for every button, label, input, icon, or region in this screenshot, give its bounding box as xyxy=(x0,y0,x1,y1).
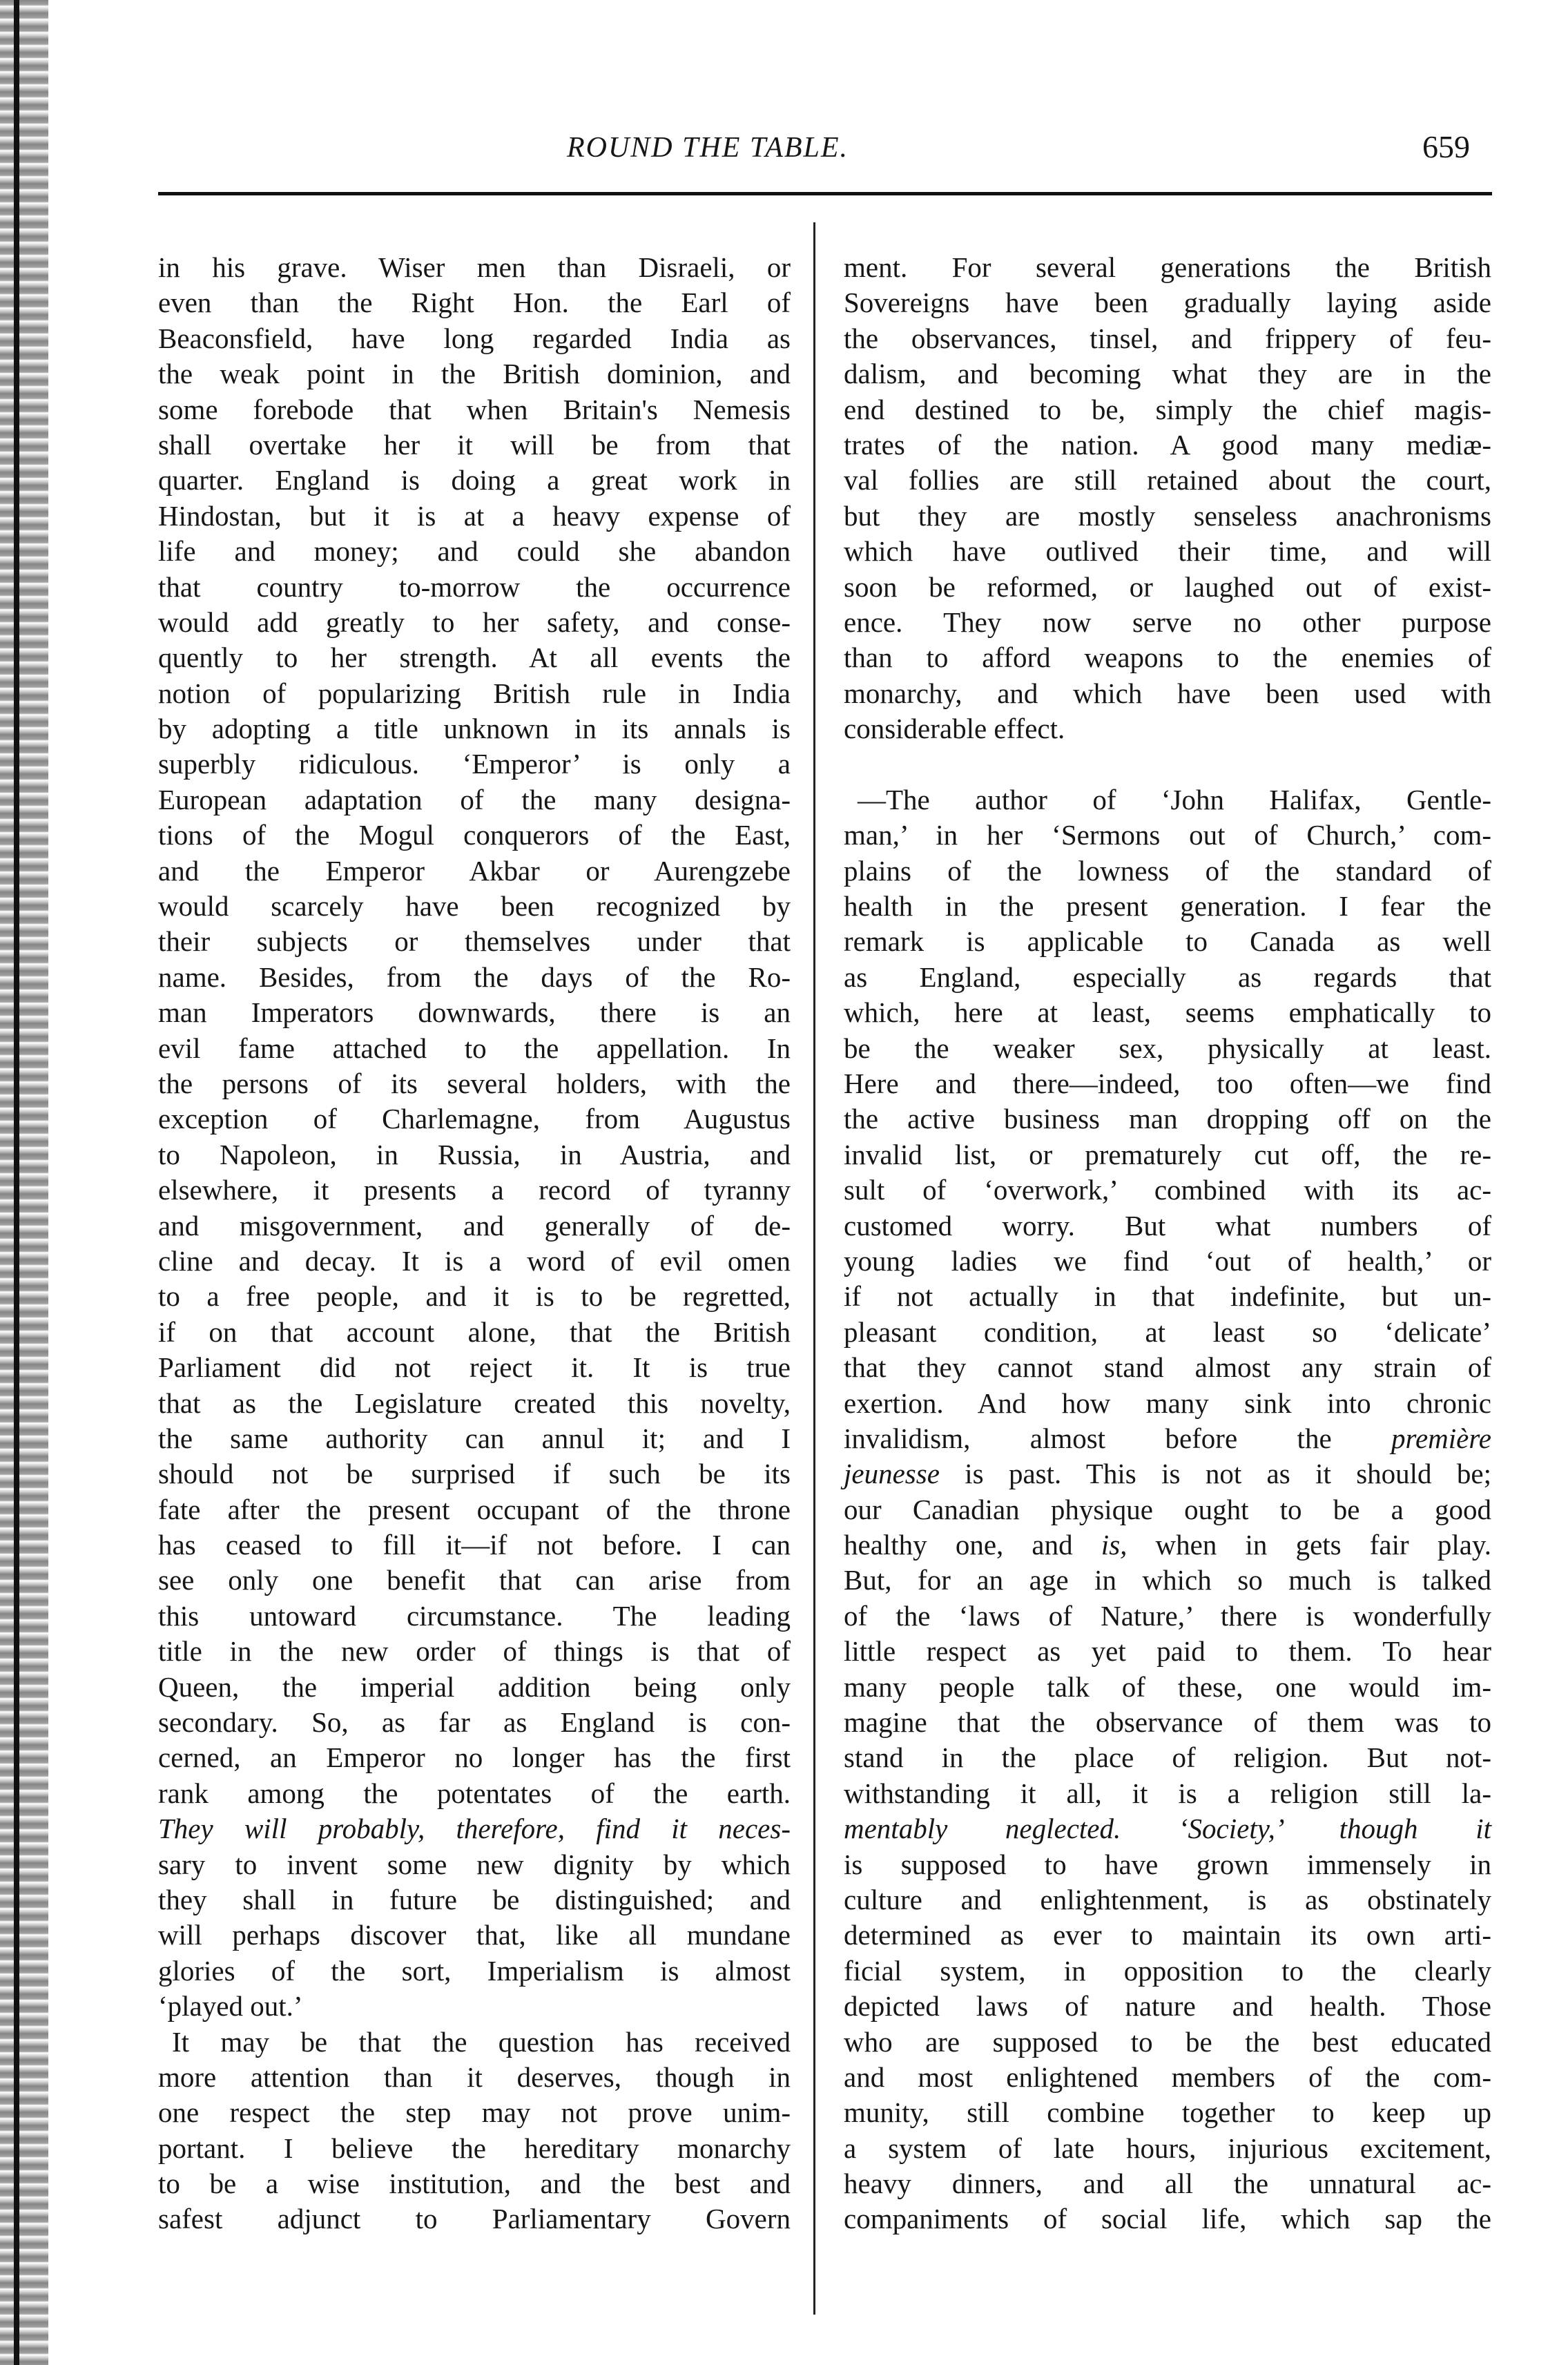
text-line: tions of the Mogul conquerors of the East, xyxy=(158,819,791,851)
text-line: that they cannot stand almost any strain of xyxy=(844,1351,1491,1384)
text-line: portant. I believe the hereditary monarchy xyxy=(158,2132,791,2164)
text-line: and most enlightened members of the com- xyxy=(844,2060,1491,2093)
text-line: if not actually in that indefinite, but un- xyxy=(844,1280,1491,1313)
text-line: health in the present generation. I fear the xyxy=(844,890,1491,923)
text-line: even than the Right Hon. the Earl of xyxy=(158,287,791,319)
text-line: to Napoleon, in Russia, in Austria, and xyxy=(158,1138,791,1170)
text-line xyxy=(844,1811,1491,1846)
text-line: is supposed to have grown immensely in xyxy=(844,1848,1491,1880)
text-line: superbly ridiculous. ‘Emperor’ is only a xyxy=(158,748,791,780)
text-line: who are supposed to be the best educated xyxy=(844,2025,1491,2058)
text-line xyxy=(844,711,1491,746)
text-line: of the ‘laws of Nature,’ there is wonderfully xyxy=(844,1599,1491,1632)
text-line: European adaptation of the many designa- xyxy=(158,783,791,815)
text-line: title in the new order of things is that of xyxy=(158,1635,791,1668)
text-line: soon be reformed, or laughed out of exist- xyxy=(844,570,1491,603)
text-line: cerned, an Emperor no longer has the first xyxy=(158,1741,791,1774)
text-line: determined as ever to maintain its own arti- xyxy=(844,1919,1491,1951)
text-span: is past. This is not as it should be; xyxy=(939,1458,1491,1490)
text-line: will perhaps discover that, like all mundane xyxy=(158,1919,791,1951)
text-line: which, here at least, seems emphatically to xyxy=(844,996,1491,1029)
text-line: invalid list, or prematurely cut off, the re- xyxy=(844,1138,1491,1170)
text-line: more attention than it deserves, though in xyxy=(158,2060,791,2093)
text-line: Here and there—indeed, too often—we find xyxy=(844,1067,1491,1099)
text-line: name. Besides, from the days of the Ro- xyxy=(158,961,791,993)
text-line: if on that account alone, that the British xyxy=(158,1315,791,1348)
page-binding-edge xyxy=(0,0,48,2365)
text-line: by adopting a title unknown in its annals is xyxy=(158,713,791,745)
text-line: should not be surprised if such be its xyxy=(158,1458,791,1490)
text-line xyxy=(844,1527,1491,1563)
text-line: sult of ‘overwork,’ combined with its ac- xyxy=(844,1174,1491,1206)
page-number: 659 xyxy=(1422,129,1470,164)
text-line xyxy=(844,782,1491,818)
italic-text: première xyxy=(1391,1422,1491,1454)
text-line: be the weaker sex, physically at least. xyxy=(844,1032,1491,1064)
text-line: depicted laws of nature and health. Those xyxy=(844,1990,1491,2023)
text-span: considerable effect. xyxy=(844,713,1065,745)
text-line: trates of the nation. A good many mediæ- xyxy=(844,428,1491,461)
text-line: Queen, the imperial addition being only xyxy=(158,1670,791,1703)
italic-text: They will probably, therefore, find it neces- xyxy=(158,1813,791,1845)
text-line: see only one benefit that can arise from xyxy=(158,1564,791,1596)
text-line: stand in the place of religion. But not- xyxy=(844,1741,1491,1774)
text-line xyxy=(158,1811,791,1846)
text-line: to be a wise institution, and the best and xyxy=(158,2168,791,2200)
text-line: as England, especially as regards that xyxy=(844,961,1491,993)
page-binding-shadow xyxy=(14,0,19,2365)
text-line: elsewhere, it presents a record of tyranny xyxy=(158,1174,791,1206)
text-line: to a free people, and it is to be regretted, xyxy=(158,1280,791,1313)
text-line: than to afford weapons to the enemies of xyxy=(844,641,1491,674)
text-line: heavy dinners, and all the unnatural ac- xyxy=(844,2168,1491,2200)
text-line: ficial system, in opposition to the clearly xyxy=(844,1954,1491,1987)
paragraph-gap xyxy=(844,746,1491,782)
text-line: which have outlived their time, and will xyxy=(844,535,1491,568)
text-line: a system of late hours, injurious excitement, xyxy=(844,2132,1491,2164)
italic-text: is, xyxy=(1101,1529,1127,1561)
text-line: Hindostan, but it is at a heavy expense of xyxy=(158,499,791,532)
text-line: val follies are still retained about the court, xyxy=(844,464,1491,496)
text-line: ence. They now serve no other purpose xyxy=(844,606,1491,638)
text-line: would scarcely have been recognized by xyxy=(158,890,791,923)
text-span: —The author of ‘John Halifax, Gentle- xyxy=(858,783,1491,815)
text-line: some forebode that when Britain's Nemesis xyxy=(158,393,791,425)
text-line: remark is applicable to Canada as well xyxy=(844,925,1491,958)
text-line: would add greatly to her safety, and conse- xyxy=(158,606,791,638)
text-line xyxy=(844,1456,1491,1492)
right-column xyxy=(844,250,1491,2237)
running-title: ROUND THE TABLE. xyxy=(566,132,849,164)
text-line: many people talk of these, one would im- xyxy=(844,1670,1491,1703)
text-line: companiments of social life, which sap the xyxy=(844,2203,1491,2235)
text-line: exertion. And how many sink into chronic xyxy=(844,1387,1491,1419)
text-line: man Imperators downwards, there is an xyxy=(158,996,791,1029)
text-line: has ceased to fill it—if not before. I can xyxy=(158,1529,791,1561)
text-line: little respect as yet paid to them. To hear xyxy=(844,1635,1491,1668)
text-line: plains of the lowness of the standard of xyxy=(844,854,1491,887)
italic-text: mentably neglected. ‘Society,’ though it xyxy=(844,1813,1491,1845)
text-line: shall overtake her it will be from that xyxy=(158,428,791,461)
text-line: one respect the step may not prove unim- xyxy=(158,2096,791,2129)
text-line: cline and decay. It is a word of evil omen xyxy=(158,1244,791,1277)
text-span: healthy one, and xyxy=(844,1529,1101,1561)
text-line xyxy=(844,1421,1491,1456)
text-line: ment. For several generations the British xyxy=(844,251,1491,283)
text-line: notion of popularizing British rule in India xyxy=(158,677,791,709)
text-line: evil fame attached to the appellation. In xyxy=(158,1032,791,1064)
text-line: the weak point in the British dominion, and xyxy=(158,358,791,390)
text-line: exception of Charlemagne, from Augustus xyxy=(158,1103,791,1135)
header-rule xyxy=(158,192,1492,195)
text-line: monarchy, and which have been used with xyxy=(844,677,1491,709)
text-line: safest adjunct to Parliamentary Govern xyxy=(158,2203,791,2235)
left-column xyxy=(158,250,791,2237)
text-line: pleasant condition, at least so ‘delicate’ xyxy=(844,1315,1491,1348)
text-line: culture and enlightenment, is as obstinately xyxy=(844,1883,1491,1915)
text-line: sary to invent some new dignity by which xyxy=(158,1848,791,1880)
text-line: munity, still combine together to keep up xyxy=(844,2096,1491,2129)
text-line: young ladies we find ‘out of health,’ or xyxy=(844,1244,1491,1277)
text-line: the observances, tinsel, and frippery of feu- xyxy=(844,322,1491,354)
text-line: in his grave. Wiser men than Disraeli, or xyxy=(158,251,791,283)
text-line: secondary. So, as far as England is con- xyxy=(158,1706,791,1739)
text-line: magine that the observance of them was to xyxy=(844,1706,1491,1739)
text-line: end destined to be, simply the chief magis- xyxy=(844,393,1491,425)
text-line: life and money; and could she abandon xyxy=(158,535,791,568)
text-line: the same authority can annul it; and I xyxy=(158,1422,791,1454)
text-line xyxy=(158,2025,791,2060)
text-line: their subjects or themselves under that xyxy=(158,925,791,958)
text-line: rank among the potentates of the earth. xyxy=(158,1777,791,1809)
text-span: invalidism, almost before the xyxy=(844,1422,1392,1454)
text-line: Sovereigns have been gradually laying aside xyxy=(844,287,1491,319)
text-line: But, for an age in which so much is talked xyxy=(844,1564,1491,1596)
text-line: the active business man dropping off on the xyxy=(844,1103,1491,1135)
text-line: glories of the sort, Imperialism is almost xyxy=(158,1954,791,1987)
italic-text: jeunesse xyxy=(844,1458,940,1490)
text-line: that as the Legislature created this novelty, xyxy=(158,1387,791,1419)
text-line: and misgovernment, and generally of de- xyxy=(158,1209,791,1242)
text-line xyxy=(158,1989,791,2024)
text-line: quently to her strength. At all events the xyxy=(158,641,791,674)
text-line: the persons of its several holders, with the xyxy=(158,1067,791,1099)
text-line: customed worry. But what numbers of xyxy=(844,1209,1491,1242)
text-line: Beaconsfield, have long regarded India as xyxy=(158,322,791,354)
text-span: ‘played out.’ xyxy=(158,1990,303,2023)
text-line: our Canadian physique ought to be a good xyxy=(844,1493,1491,1525)
text-line: withstanding it all, it is a religion still la- xyxy=(844,1777,1491,1809)
text-span: when in gets fair play. xyxy=(1127,1529,1491,1561)
text-line: fate after the present occupant of the throne xyxy=(158,1493,791,1525)
text-line: that country to-morrow the occurrence xyxy=(158,570,791,603)
text-line: they shall in future be distinguished; and xyxy=(158,1883,791,1915)
text-line: dalism, and becoming what they are in the xyxy=(844,358,1491,390)
text-line: and the Emperor Akbar or Aurengzebe xyxy=(158,854,791,887)
column-divider xyxy=(813,222,815,2315)
text-line: man,’ in her ‘Sermons out of Church,’ com- xyxy=(844,819,1491,851)
text-line: but they are mostly senseless anachronisms xyxy=(844,499,1491,532)
text-span: It may be that the question has received xyxy=(172,2025,791,2058)
text-line: quarter. England is doing a great work in xyxy=(158,464,791,496)
text-line: Parliament did not reject it. It is true xyxy=(158,1351,791,1384)
text-line: this untoward circumstance. The leading xyxy=(158,1599,791,1632)
